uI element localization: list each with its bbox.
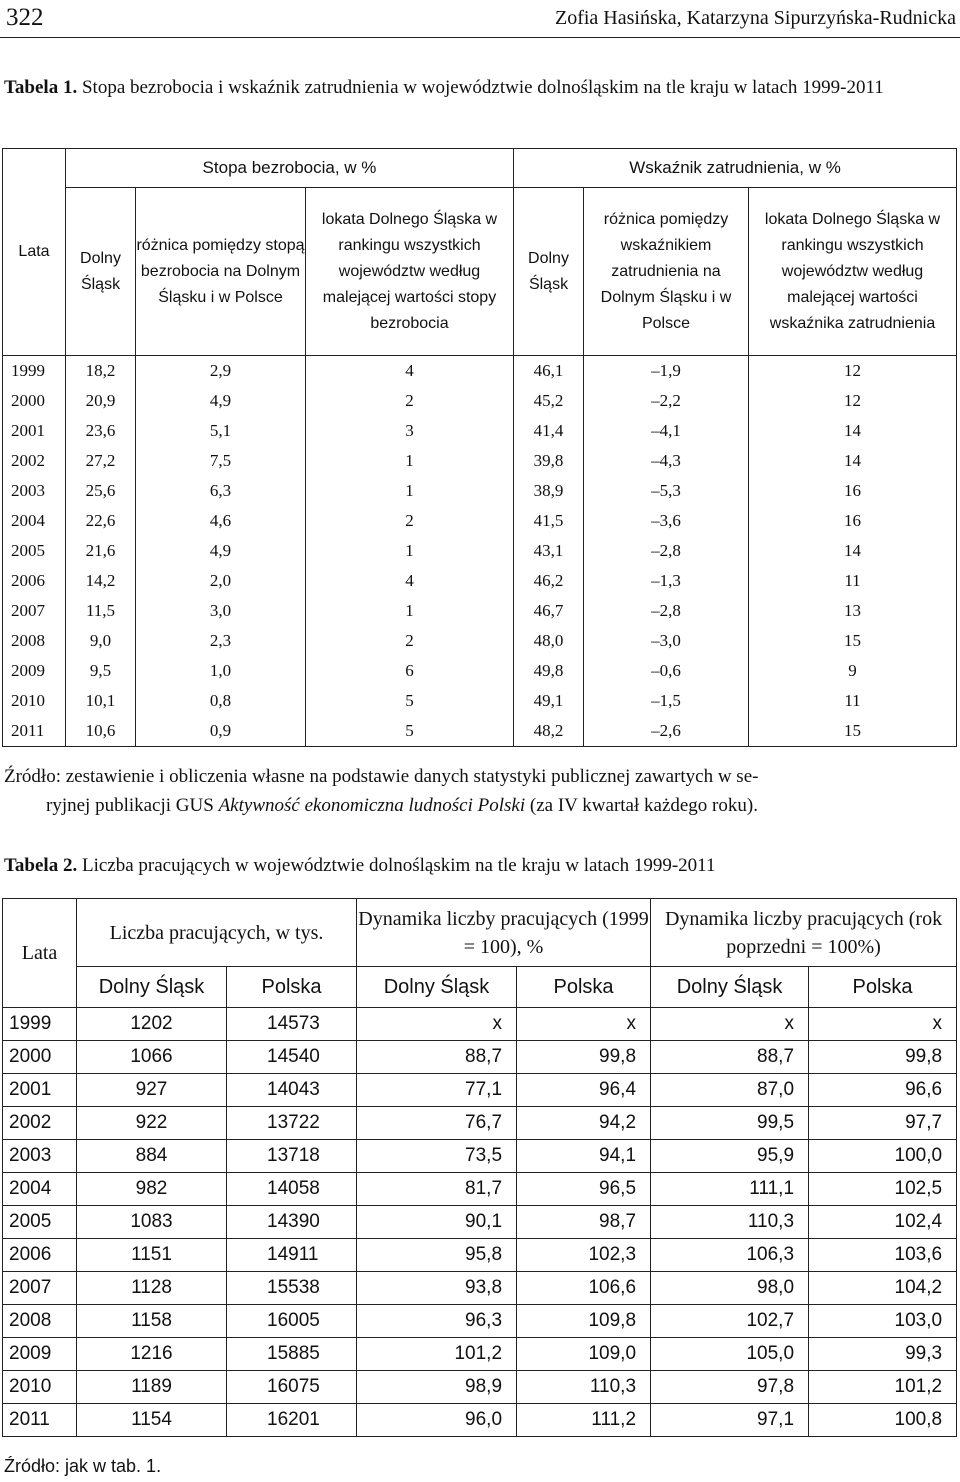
row-year: 2006 <box>3 1239 77 1272</box>
row-year: 2008 <box>3 626 66 656</box>
table-cell: 73,5 <box>357 1140 517 1173</box>
table-cell: 99,5 <box>651 1107 809 1140</box>
table-cell: x <box>357 1008 517 1041</box>
table-cell: 6,3 <box>136 476 306 506</box>
t1-header-employment-group: Wskaźnik zatrudnienia, w % <box>514 149 957 188</box>
table-cell: 4,9 <box>136 386 306 416</box>
table-row <box>3 1206 957 1239</box>
table-cell: 14540 <box>227 1041 357 1074</box>
table-cell: –4,1 <box>584 416 749 446</box>
page-header <box>0 0 960 38</box>
table-cell: 109,8 <box>517 1305 651 1338</box>
table-cell: 98,7 <box>517 1206 651 1239</box>
table-cell: 96,6 <box>809 1074 957 1107</box>
table-cell: 5 <box>306 716 514 747</box>
table2-caption-text: Liczba pracujących w województwie dolnośląskim na tle kraju w latach 1999-2011 <box>81 855 716 876</box>
table-cell: 16005 <box>227 1305 357 1338</box>
table-cell: 48,2 <box>514 716 584 747</box>
row-year: 2004 <box>3 1173 77 1206</box>
table-cell: x <box>517 1008 651 1041</box>
table-cell: 12 <box>749 356 957 387</box>
table-cell: 109,0 <box>517 1338 651 1371</box>
t2-sub-pl: Polska <box>517 967 651 1008</box>
table-cell: 4,9 <box>136 536 306 566</box>
table-row <box>3 656 957 686</box>
table-cell: 9,0 <box>66 626 136 656</box>
table-row <box>3 1008 957 1041</box>
row-year: 2004 <box>3 506 66 536</box>
table-cell: 6 <box>306 656 514 686</box>
row-year: 2000 <box>3 386 66 416</box>
table-cell: 1 <box>306 476 514 506</box>
table-cell: 2 <box>306 386 514 416</box>
table-cell: 106,6 <box>517 1272 651 1305</box>
table-cell: –3,0 <box>584 626 749 656</box>
table-cell: –2,6 <box>584 716 749 747</box>
table2-caption <box>4 852 715 880</box>
table-row <box>3 1140 957 1173</box>
table-cell: 95,8 <box>357 1239 517 1272</box>
t1-header-unemp-diff: różnica pomiędzy stopą bezrobocia na Dolnym Śląsku i w Polsce <box>136 188 306 356</box>
table-cell: 22,6 <box>66 506 136 536</box>
table-cell: 1 <box>306 596 514 626</box>
table-cell: 1 <box>306 446 514 476</box>
table-row <box>3 596 957 626</box>
table-cell: 96,5 <box>517 1173 651 1206</box>
table2-employed-persons <box>2 898 957 1437</box>
table-cell: 99,8 <box>517 1041 651 1074</box>
t2-sub-pl: Polska <box>227 967 357 1008</box>
table-row <box>3 1305 957 1338</box>
table-cell: 11 <box>749 566 957 596</box>
t2-header-year: Lata <box>3 899 77 1008</box>
table-cell: 14043 <box>227 1074 357 1107</box>
table-cell: 7,5 <box>136 446 306 476</box>
table-cell: 110,3 <box>651 1206 809 1239</box>
table-cell: 105,0 <box>651 1338 809 1371</box>
table-cell: 15885 <box>227 1338 357 1371</box>
table-cell: 922 <box>77 1107 227 1140</box>
table1-caption-text: Stopa bezrobocia i wskaźnik zatrudnienia w województwie dolnośląskim na tle kraju w latach 1999-2011 <box>81 77 884 98</box>
table-cell: 20,9 <box>66 386 136 416</box>
table-cell: 884 <box>77 1140 227 1173</box>
table-cell: 97,8 <box>651 1371 809 1404</box>
table-cell: 93,8 <box>357 1272 517 1305</box>
table-row <box>3 1338 957 1371</box>
table-cell: 23,6 <box>66 416 136 446</box>
row-year: 2003 <box>3 1140 77 1173</box>
table-cell: 38,9 <box>514 476 584 506</box>
table-cell: 46,2 <box>514 566 584 596</box>
table-cell: 1,0 <box>136 656 306 686</box>
table-row <box>3 536 957 566</box>
table-cell: –1,9 <box>584 356 749 387</box>
table-cell: 96,3 <box>357 1305 517 1338</box>
table-cell: 102,4 <box>809 1206 957 1239</box>
table-cell: 9,5 <box>66 656 136 686</box>
t1-header-unemp-rank: lokata Dolnego Śląska w rankingu wszystkich województw według malejącej wartości stopy bezrobocia <box>306 188 514 356</box>
table-cell: 81,7 <box>357 1173 517 1206</box>
table-cell: 1189 <box>77 1371 227 1404</box>
t1-header-emp-ds: Dolny Śląsk <box>514 188 584 356</box>
table-cell: 16 <box>749 506 957 536</box>
table-cell: –2,8 <box>584 596 749 626</box>
table-cell: –5,3 <box>584 476 749 506</box>
t1-header-emp-rank: lokata Dolnego Śląska w rankingu wszystkich województw według malejącej wartości wskaźnika zatrudnienia <box>749 188 957 356</box>
table-cell: 88,7 <box>357 1041 517 1074</box>
table2-source-note: Źródło: jak w tab. 1. <box>4 1456 162 1476</box>
table-cell: 97,7 <box>809 1107 957 1140</box>
table-cell: 103,6 <box>809 1239 957 1272</box>
table-cell: 41,4 <box>514 416 584 446</box>
table-cell: 94,1 <box>517 1140 651 1173</box>
t2-header-dyn-base-group: Dynamika liczby pracujących (1999 = 100), % <box>357 899 651 967</box>
table-row <box>3 416 957 446</box>
table-cell: 982 <box>77 1173 227 1206</box>
table-cell: 18,2 <box>66 356 136 387</box>
table-cell: 5 <box>306 686 514 716</box>
table-cell: –2,2 <box>584 386 749 416</box>
row-year: 1999 <box>3 356 66 387</box>
table-cell: 15538 <box>227 1272 357 1305</box>
table-cell: 5,1 <box>136 416 306 446</box>
row-year: 2005 <box>3 536 66 566</box>
table-cell: –4,3 <box>584 446 749 476</box>
table-cell: 87,0 <box>651 1074 809 1107</box>
table-cell: 94,2 <box>517 1107 651 1140</box>
page-number: 322 <box>6 4 44 31</box>
table-cell: 99,3 <box>809 1338 957 1371</box>
table-cell: 21,6 <box>66 536 136 566</box>
table-cell: –3,6 <box>584 506 749 536</box>
row-year: 2009 <box>3 656 66 686</box>
table-row <box>3 626 957 656</box>
table-cell: 14058 <box>227 1173 357 1206</box>
table1-caption-label: Tabela 1. <box>4 77 78 98</box>
table-cell: –1,5 <box>584 686 749 716</box>
t2-sub-ds: Dolny Śląsk <box>651 967 809 1008</box>
row-year: 2008 <box>3 1305 77 1338</box>
table-cell: 1158 <box>77 1305 227 1338</box>
table-cell: 16075 <box>227 1371 357 1404</box>
table-cell: 43,1 <box>514 536 584 566</box>
table-cell: 101,2 <box>357 1338 517 1371</box>
table-cell: 14 <box>749 536 957 566</box>
table-row <box>3 506 957 536</box>
table-cell: 14,2 <box>66 566 136 596</box>
table-cell: 1066 <box>77 1041 227 1074</box>
row-year: 2005 <box>3 1206 77 1239</box>
table-cell: 14390 <box>227 1206 357 1239</box>
table-cell: 1151 <box>77 1239 227 1272</box>
row-year: 2011 <box>3 1404 77 1437</box>
table-cell: 110,3 <box>517 1371 651 1404</box>
table-cell: 1083 <box>77 1206 227 1239</box>
row-year: 2001 <box>3 1074 77 1107</box>
table-cell: 41,5 <box>514 506 584 536</box>
table-cell: 15 <box>749 626 957 656</box>
table-cell: 13 <box>749 596 957 626</box>
t2-header-dyn-prev-group: Dynamika liczby pracujących (rok poprzedni = 100%) <box>651 899 957 967</box>
table1-source-note <box>4 762 954 820</box>
table-cell: 100,0 <box>809 1140 957 1173</box>
table-cell: 1 <box>306 536 514 566</box>
row-year: 2006 <box>3 566 66 596</box>
table-cell: 102,3 <box>517 1239 651 1272</box>
table-cell: 2,3 <box>136 626 306 656</box>
table-row <box>3 566 957 596</box>
table-cell: 102,5 <box>809 1173 957 1206</box>
table-cell: 11,5 <box>66 596 136 626</box>
table-cell: 48,0 <box>514 626 584 656</box>
table-cell: 9 <box>749 656 957 686</box>
row-year: 2009 <box>3 1338 77 1371</box>
table-cell: 2 <box>306 506 514 536</box>
table-row <box>3 1404 957 1437</box>
table-cell: 12 <box>749 386 957 416</box>
table1-caption <box>4 74 956 102</box>
table-cell: 106,3 <box>651 1239 809 1272</box>
table-row <box>3 476 957 506</box>
t1-header-emp-diff: różnica pomiędzy wskaźnikiem zatrudnienia na Dolnym Śląsku i w Polsce <box>584 188 749 356</box>
table-cell: 1216 <box>77 1338 227 1371</box>
table-cell: x <box>809 1008 957 1041</box>
table-cell: 99,8 <box>809 1041 957 1074</box>
table-cell: 13722 <box>227 1107 357 1140</box>
table-cell: 90,1 <box>357 1206 517 1239</box>
table-cell: 45,2 <box>514 386 584 416</box>
table-cell: 49,1 <box>514 686 584 716</box>
table-cell: 14 <box>749 446 957 476</box>
t1-header-year: Lata <box>3 149 66 356</box>
table-cell: 101,2 <box>809 1371 957 1404</box>
table-cell: 1202 <box>77 1008 227 1041</box>
table-cell: 927 <box>77 1074 227 1107</box>
table-cell: 111,2 <box>517 1404 651 1437</box>
table-cell: 14 <box>749 416 957 446</box>
table-row <box>3 1173 957 1206</box>
table-cell: 13718 <box>227 1140 357 1173</box>
table-cell: 10,1 <box>66 686 136 716</box>
table-row <box>3 1107 957 1140</box>
t1-header-unemp-ds: Dolny Śląsk <box>66 188 136 356</box>
t2-sub-ds: Dolny Śląsk <box>357 967 517 1008</box>
table-row <box>3 446 957 476</box>
row-year: 2011 <box>3 716 66 747</box>
table-row <box>3 356 957 387</box>
row-year: 2002 <box>3 446 66 476</box>
table-cell: 10,6 <box>66 716 136 747</box>
t2-sub-ds: Dolny Śląsk <box>77 967 227 1008</box>
table-row <box>3 1371 957 1404</box>
table-cell: 1154 <box>77 1404 227 1437</box>
table-cell: 104,2 <box>809 1272 957 1305</box>
row-year: 2007 <box>3 596 66 626</box>
table-cell: 16 <box>749 476 957 506</box>
table-cell: 98,0 <box>651 1272 809 1305</box>
table-row <box>3 716 957 747</box>
table-cell: 98,9 <box>357 1371 517 1404</box>
table-cell: 15 <box>749 716 957 747</box>
table-cell: 1128 <box>77 1272 227 1305</box>
table-cell: 4,6 <box>136 506 306 536</box>
table-cell: 39,8 <box>514 446 584 476</box>
table-cell: 11 <box>749 686 957 716</box>
table-cell: 95,9 <box>651 1140 809 1173</box>
t1-header-unemployment-group: Stopa bezrobocia, w % <box>66 149 514 188</box>
table-cell: 97,1 <box>651 1404 809 1437</box>
table2-caption-label: Tabela 2. <box>4 855 78 876</box>
t2-header-count-group: Liczba pracujących, w tys. <box>77 899 357 967</box>
table-cell: 4 <box>306 356 514 387</box>
table-cell: 14573 <box>227 1008 357 1041</box>
row-year: 2010 <box>3 686 66 716</box>
table-cell: 16201 <box>227 1404 357 1437</box>
publication-title: Aktywność ekonomiczna ludności Polski <box>218 795 526 816</box>
table-cell: 3,0 <box>136 596 306 626</box>
table1-source-line2: ryjnej publikacji GUS Aktywność ekonomiczna ludności Polski (za IV kwartał każdego roku). <box>46 795 758 816</box>
table-row <box>3 1272 957 1305</box>
row-year: 2003 <box>3 476 66 506</box>
table-row <box>3 1041 957 1074</box>
table-cell: 103,0 <box>809 1305 957 1338</box>
table-cell: x <box>651 1008 809 1041</box>
table-cell: 0,8 <box>136 686 306 716</box>
table-row <box>3 1074 957 1107</box>
row-year: 2002 <box>3 1107 77 1140</box>
table-cell: 96,0 <box>357 1404 517 1437</box>
table-cell: 25,6 <box>66 476 136 506</box>
table-cell: 102,7 <box>651 1305 809 1338</box>
table-row <box>3 386 957 416</box>
row-year: 2007 <box>3 1272 77 1305</box>
table-cell: 14911 <box>227 1239 357 1272</box>
table1-unemployment-employment <box>2 148 957 747</box>
table-cell: 88,7 <box>651 1041 809 1074</box>
table-cell: –1,3 <box>584 566 749 596</box>
table-cell: 111,1 <box>651 1173 809 1206</box>
table-cell: 100,8 <box>809 1404 957 1437</box>
row-year: 2001 <box>3 416 66 446</box>
row-year: 1999 <box>3 1008 77 1041</box>
t2-sub-pl: Polska <box>809 967 957 1008</box>
table-cell: 4 <box>306 566 514 596</box>
table-cell: 46,1 <box>514 356 584 387</box>
table-cell: 76,7 <box>357 1107 517 1140</box>
table-cell: 49,8 <box>514 656 584 686</box>
table-cell: 3 <box>306 416 514 446</box>
table-cell: 27,2 <box>66 446 136 476</box>
table-row <box>3 686 957 716</box>
row-year: 2010 <box>3 1371 77 1404</box>
table-cell: 96,4 <box>517 1074 651 1107</box>
table-cell: –0,6 <box>584 656 749 686</box>
table-cell: 77,1 <box>357 1074 517 1107</box>
running-head-authors: Zofia Hasińska, Katarzyna Sipurzyńska-Rudnicka <box>555 7 956 29</box>
table-cell: 0,9 <box>136 716 306 747</box>
table-cell: 2,0 <box>136 566 306 596</box>
table-cell: –2,8 <box>584 536 749 566</box>
table-row <box>3 1239 957 1272</box>
table-cell: 2,9 <box>136 356 306 387</box>
table1-source-line1: Źródło: zestawienie i obliczenia własne na podstawie danych statystyki publicznej zawartych w se- <box>4 766 759 787</box>
table-cell: 46,7 <box>514 596 584 626</box>
row-year: 2000 <box>3 1041 77 1074</box>
table-cell: 2 <box>306 626 514 656</box>
